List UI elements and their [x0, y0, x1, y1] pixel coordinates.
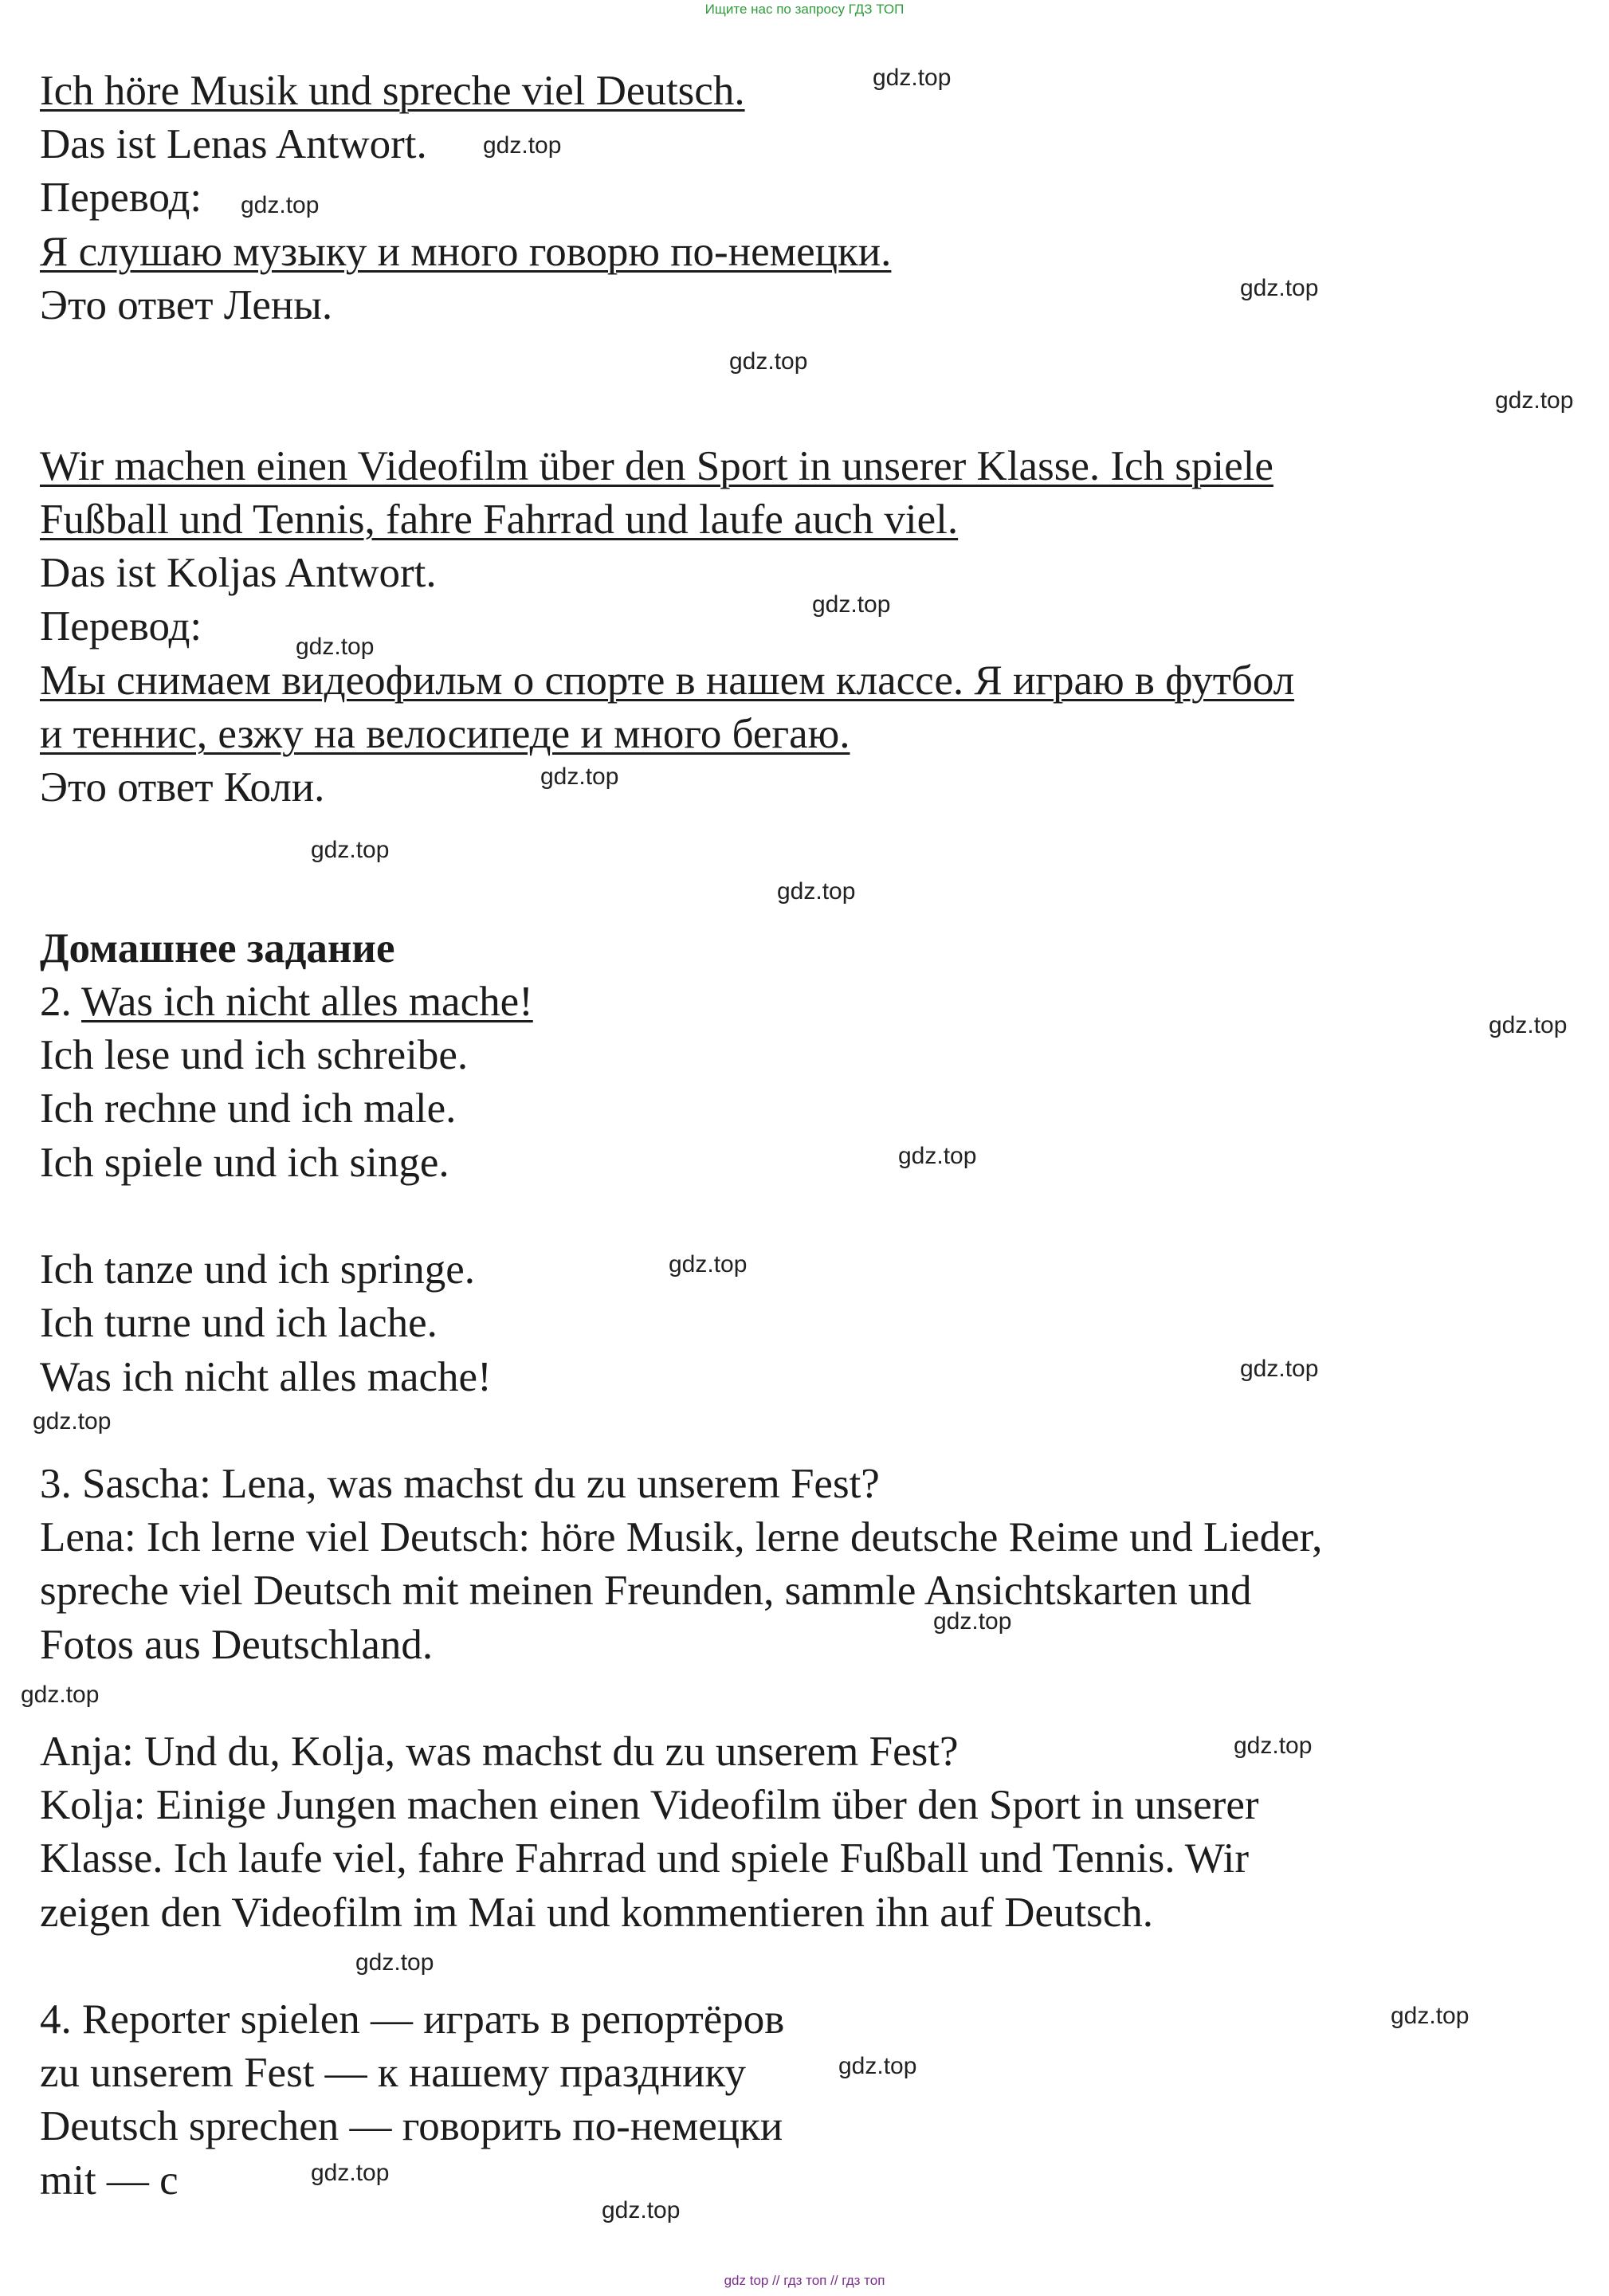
task2-poem-line: Ich rechne und ich male. [40, 1085, 457, 1132]
watermark: gdz.top [669, 1251, 748, 1278]
kolja-russian-translation-line1: Мы снимаем видеофильм о спорте в нашем классе. Я играю в футбол [40, 657, 1295, 704]
lena-caption: Das ist Lenas Antwort. [40, 121, 427, 167]
watermark: gdz.top [311, 2160, 390, 2186]
task3-dialogue-line: Klasse. Ich laufe viel, fahre Fahrrad und spiele Fußball und Tennis. Wir [40, 1835, 1250, 1882]
kolja-russian-caption: Это ответ Коли. [40, 764, 325, 810]
watermark: gdz.top [1240, 275, 1319, 301]
watermark: gdz.top [812, 591, 891, 618]
task2-poem-line: Was ich nicht alles mache! [40, 1354, 492, 1400]
kolja-german-answer-line2: Fußball und Tennis, fahre Fahrrad und laufe auch viel. [40, 496, 959, 543]
kolja-caption: Das ist Koljas Antwort. [40, 550, 437, 596]
kolja-german-answer-line1: Wir machen einen Videofilm über den Sport in unserer Klasse. Ich spiele [40, 443, 1273, 489]
lena-german-answer: Ich höre Musik und spreche viel Deutsch. [40, 68, 745, 114]
watermark: gdz.top [933, 1608, 1012, 1635]
task4-vocab-line: zu unserem Fest — к нашему празднику [40, 2050, 746, 2096]
watermark: gdz.top [311, 837, 390, 863]
kolja-russian-translation-line2: и теннис, езжу на велосипеде и много бегаю. [40, 711, 850, 757]
task3-dialogue-line: Anja: Und du, Kolja, was machst du zu unserem Fest? [40, 1729, 959, 1775]
watermark: gdz.top [296, 634, 375, 660]
watermark: gdz.top [241, 192, 320, 218]
watermark: gdz.top [21, 1682, 100, 1708]
watermark: gdz.top [777, 878, 856, 905]
homework-title: Домашнее задание [40, 925, 395, 971]
watermark: gdz.top [602, 2197, 681, 2223]
task2-title: Was ich nicht alles mache! [81, 979, 533, 1025]
task4-vocab-line: Deutsch sprechen — говорить по-немецки [40, 2103, 783, 2149]
task2-poem-line: Ich lese und ich schreibe. [40, 1032, 469, 1078]
task2-poem-line: Ich turne und ich lache. [40, 1300, 438, 1346]
task2-poem-line: Ich spiele und ich singe. [40, 1140, 449, 1186]
watermark: gdz.top [1240, 1356, 1319, 1382]
footer: gdz top // гдз топ // гдз топ [724, 2273, 885, 2288]
watermark: gdz.top [873, 65, 952, 91]
lena-russian-caption: Это ответ Лены. [40, 282, 333, 328]
task4-vocab-line: mit — с [40, 2157, 179, 2204]
task3-dialogue-line: Kolja: Einige Jungen machen einen Videofilm über den Sport in unserer [40, 1782, 1259, 1828]
task2-poem-line: Ich tanze und ich springe. [40, 1246, 475, 1293]
watermark: gdz.top [1234, 1733, 1313, 1759]
watermark: gdz.top [1391, 2003, 1470, 2029]
task2-number: 2. [40, 979, 82, 1025]
lena-russian-translation: Я слушаю музыку и много говорю по-немецки. [40, 229, 892, 275]
top-banner: Ищите нас по запросу ГДЗ ТОП [704, 2, 905, 17]
task3-dialogue-line: Lena: Ich lerne viel Deutsch: höre Musik, lerne deutsche Reime und Lieder, [40, 1514, 1323, 1560]
task3-dialogue-line: 3. Sascha: Lena, was machst du zu unserem Fest? [40, 1461, 880, 1507]
lena-translation-label: Перевод: [40, 175, 202, 221]
watermark: gdz.top [33, 1408, 112, 1435]
task3-dialogue-line: zeigen den Videofilm im Mai und kommentieren ihn auf Deutsch. [40, 1890, 1154, 1936]
kolja-translation-label: Перевод: [40, 603, 202, 650]
task3-dialogue-line: spreche viel Deutsch mit meinen Freunden, sammle Ansichtskarten und [40, 1568, 1252, 1614]
watermark: gdz.top [355, 1949, 434, 1976]
task3-dialogue-line: Fotos aus Deutschland. [40, 1622, 434, 1668]
watermark: gdz.top [1489, 1012, 1568, 1038]
task2-title-line [40, 978, 533, 1026]
watermark: gdz.top [838, 2053, 917, 2079]
task4-vocab-line: 4. Reporter spielen — играть в репортёров [40, 1996, 785, 2043]
watermark: gdz.top [898, 1143, 977, 1169]
watermark: gdz.top [729, 348, 808, 375]
watermark: gdz.top [1495, 387, 1574, 414]
watermark: gdz.top [540, 763, 619, 790]
watermark: gdz.top [483, 132, 562, 159]
